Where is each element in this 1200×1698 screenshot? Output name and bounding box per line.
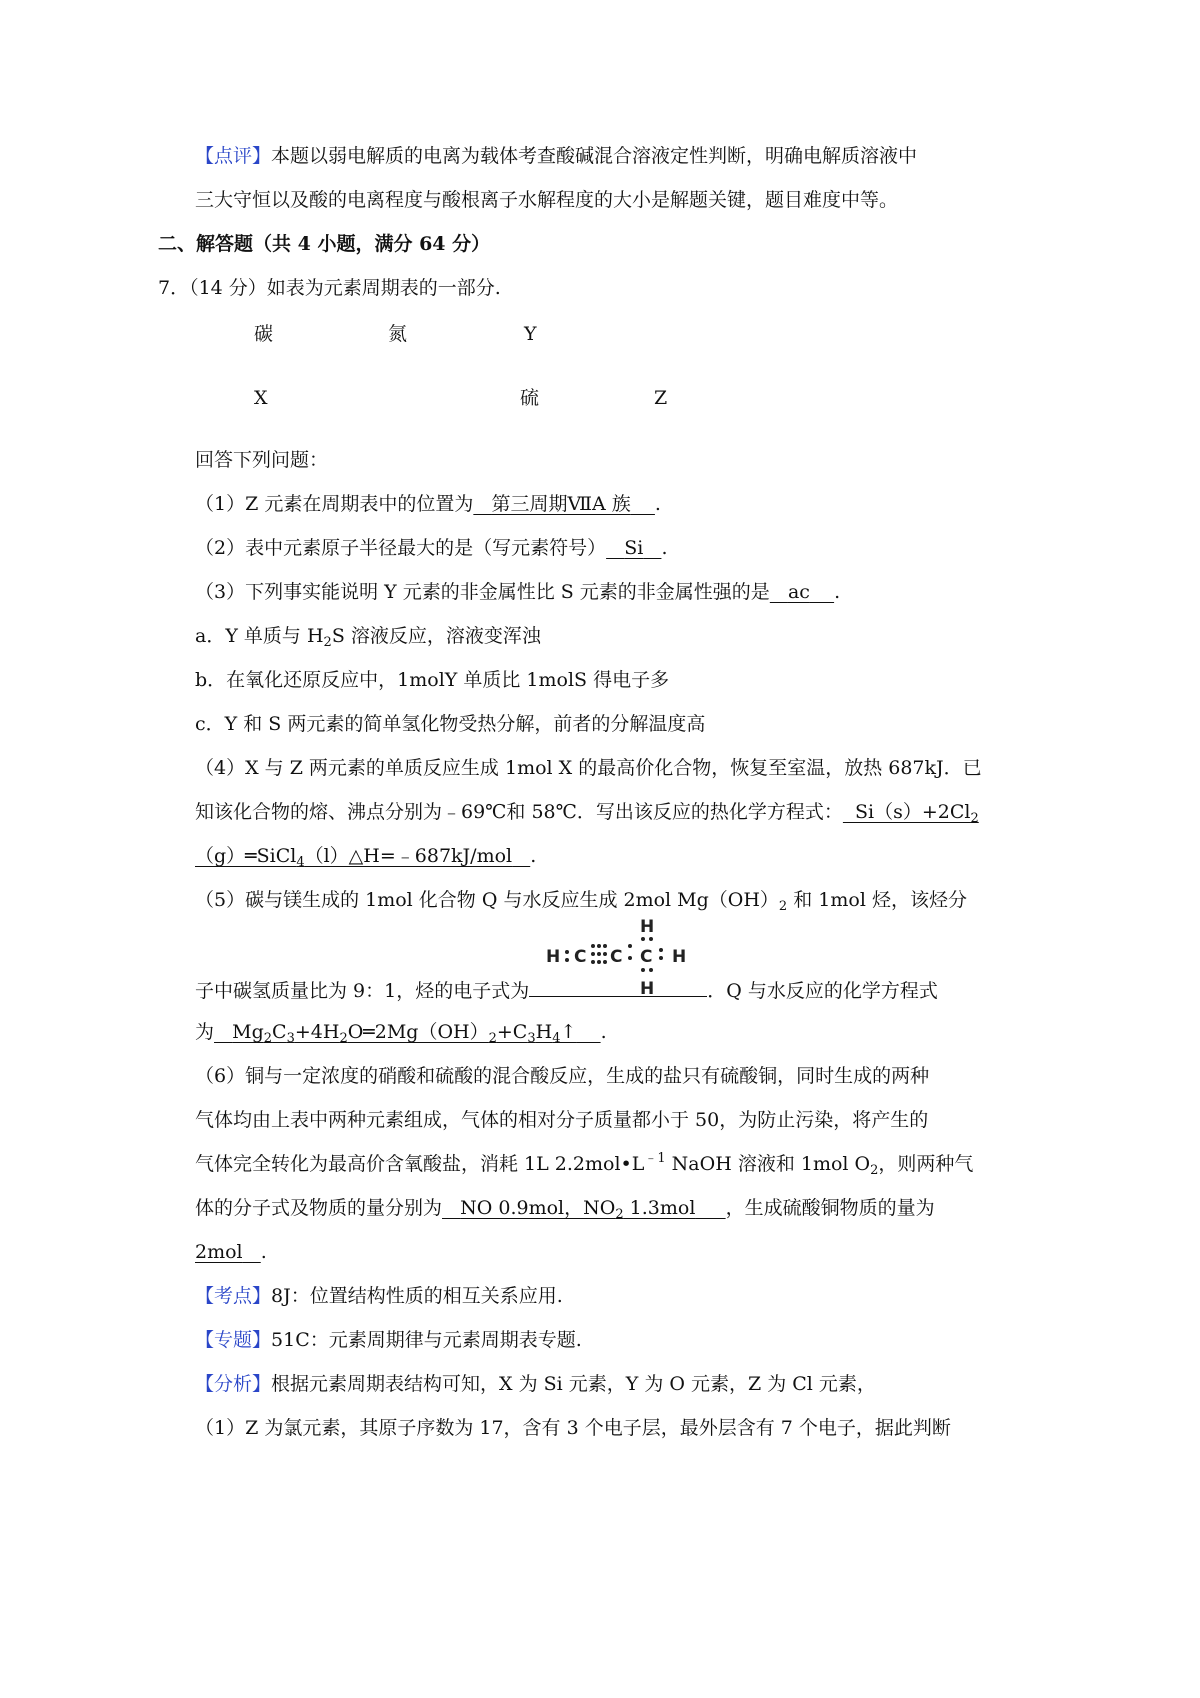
review-tag: 【点评】: [195, 145, 272, 167]
part-4-line-1: （4）X 与 Z 两元素的单质反应生成 1mol X 的最高价化合物，恢复至室温，放热 687kJ．已: [195, 757, 982, 779]
kaodian-line: 【考点】8J：位置结构性质的相互关系应用.: [195, 1285, 563, 1307]
question-7-title: 7．（14 分）如表为元素周期表的一部分.: [158, 277, 501, 299]
answer-1: 第三周期ⅦA 族: [491, 493, 631, 515]
answer-5-equation: $Mg_2C_3+4H_2O═2Mg(OH)_2+C_3H_4↑$: [232, 1021, 577, 1046]
part-5-line-2: 子中碳氢质量比为 9：1，烃的电子式为 ．Q 与水反应的化学方程式: [195, 974, 938, 1005]
cell-sulfur: 硫: [520, 387, 540, 409]
option-b: b．在氧化还原反应中，1molY 单质比 1molS 得电子多: [195, 669, 670, 691]
part-6-line-4: 体的分子式及物质的量分别为 NO 0.9mol，$NO_2$ 1.3mol ，生成硫酸铜物质的量为: [195, 1197, 935, 1222]
kaodian-tag: 【考点】: [195, 1285, 272, 1307]
option-a: a．Y 单质与 $H_2S$ 溶液反应，溶液变浑浊: [195, 625, 541, 650]
part-4-line-2: 知该化合物的熔、沸点分别为﹣69℃和 58℃．写出该反应的热化学方程式： $Si(s)+2Cl_2$: [195, 801, 979, 826]
part-6-line-2: 气体均由上表中两种元素组成，气体的相对分子质量都小于 50，为防止污染，将产生的: [195, 1109, 929, 1131]
answer-6b: 2mol: [195, 1241, 243, 1263]
part-6-line-1: （6）铜与一定浓度的硝酸和硫酸的混合酸反应，生成的盐只有硫酸铜，同时生成的两种: [195, 1065, 930, 1087]
answer-6a: NO 0.9mol，$NO_2$ 1.3mol: [460, 1197, 696, 1222]
cell-x: X: [254, 387, 268, 409]
review-line-1: 【点评】本题以弱电解质的电离为载体考查酸碱混合溶液定性判断，明确电解质溶液中: [195, 145, 918, 167]
zhuanti-line: 【专题】51C：元素周期律与元素周期表专题.: [195, 1329, 582, 1351]
part-5-line-3: 为 $Mg_2C_3+4H_2O═2Mg(OH)_2+C_3H_4↑$ .: [195, 1021, 607, 1046]
cell-nitrogen: 氮: [388, 323, 408, 345]
atom-c-2: C: [610, 947, 623, 967]
answer-5-blank: [529, 974, 707, 997]
part-6-line-5: 2mol .: [195, 1241, 267, 1263]
cell-z: Z: [654, 387, 668, 409]
fenxi-line: 【分析】根据元素周期表结构可知，X 为 Si 元素，Y 为 O 元素，Z 为 Cl 元素，: [195, 1373, 876, 1395]
zhuanti-tag: 【专题】: [195, 1329, 272, 1351]
part-3: （3）下列事实能说明 Y 元素的非金属性比 S 元素的非金属性强的是 ac .: [195, 581, 841, 603]
answer-3: ac: [787, 581, 810, 603]
part-6-line-3: 气体完全转化为最高价含氧酸盐，消耗 1L $2.2mol•L^{﹣1}$ NaOH 溶液和 1mol $O_2$，则两种气: [195, 1151, 974, 1178]
answer-prompt: 回答下列问题：: [195, 449, 329, 471]
answer-4a: $Si(s)+2Cl_2$: [855, 801, 979, 826]
atom-c-3: C: [640, 947, 653, 967]
atom-c-1: C: [574, 947, 587, 967]
cell-carbon: 碳: [254, 323, 274, 345]
answer-4b: （g）═SiCl$_4$（l）△H=﹣687kJ/mol: [195, 845, 513, 870]
section-title: 二、解答题（共 4 小题，满分 64 分）: [158, 233, 491, 255]
atom-h-right: H: [672, 947, 687, 967]
atom-h-top: H: [640, 917, 655, 937]
cell-y: Y: [524, 323, 537, 345]
atom-h-bottom: H: [640, 979, 655, 998]
part-5-line-1: （5）碳与镁生成的 1mol 化合物 Q 与水反应生成 2mol $Mg(OH)_2$ 和 1mol 烃，该烃分: [195, 889, 967, 914]
analysis-line-1: （1）Z 为氯元素，其原子序数为 17，含有 3 个电子层，最外层含有 7 个电子，据此判断: [195, 1417, 951, 1439]
part-1: （1）Z 元素在周期表中的位置为 第三周期ⅦA 族 .: [195, 493, 661, 515]
part-2: （2）表中元素原子半径最大的是（写元素符号） Si .: [195, 537, 668, 559]
review-line-2: 三大守恒以及酸的电离程度与酸根离子水解程度的大小是解题关键，题目难度中等。: [195, 189, 899, 211]
atom-h-left: H: [546, 947, 561, 967]
answer-2: Si: [624, 537, 644, 559]
fenxi-tag: 【分析】: [195, 1373, 272, 1395]
option-c: c．Y 和 S 两元素的简单氢化物受热分解，前者的分解温度高: [195, 713, 706, 735]
part-4-line-3: （g）═SiCl$_4$（l）△H=﹣687kJ/mol .: [195, 845, 537, 870]
